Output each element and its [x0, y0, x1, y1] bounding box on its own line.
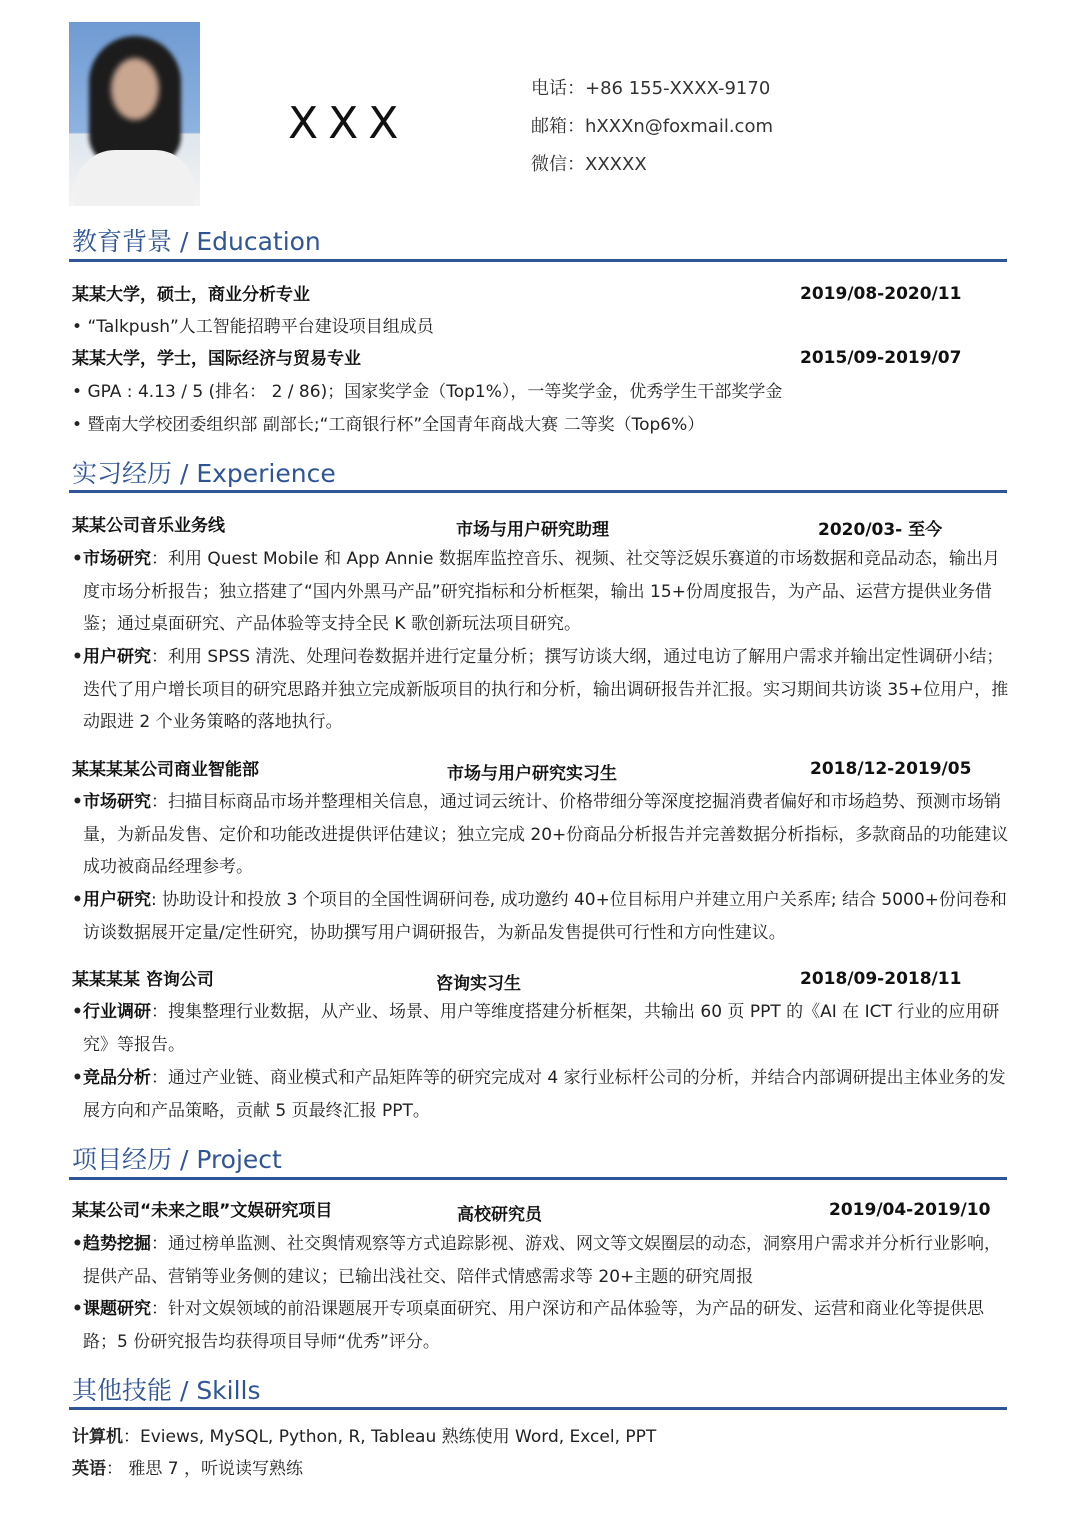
email: 邮箱：hXXXn@foxmail.com	[531, 116, 773, 137]
exp-date-1: 2020/03- 至今	[818, 520, 943, 540]
candidate-name: XXX	[288, 98, 409, 149]
edu-bullet: • 暨南大学校团委组织部 副部长;“工商银行杯”全国青年商战大赛 二等奖（Top6%）	[72, 415, 705, 435]
section-divider	[69, 1407, 1007, 1410]
skill-computer: 计算机：Eviews, MySQL, Python, R, Tableau 熟练使用 Word, Excel, PPT	[72, 1427, 657, 1447]
exp-role-1: 市场与用户研究助理	[456, 520, 609, 540]
exp-role-3: 咨询实习生	[436, 974, 521, 994]
exp-bullet: • 用户研究: 协助设计和投放 3 个项目的全国性调研问卷, 成功邀约 40+位目标用户并建立用户关系库; 结合 5000+份问卷和访谈数据展开定量/定性研究，协助撰写用户调研报告，为新品发售提供可行性和方向性建议。	[72, 890, 1007, 943]
edu-school-2: 某某大学，学士，国际经济与贸易专业	[72, 349, 361, 369]
edu-bullet: • “Talkpush”人工智能招聘平台建设项目组成员	[72, 317, 434, 337]
section-title-project: 项目经历 / Project	[72, 1145, 282, 1174]
section-title-experience: 实习经历 / Experience	[72, 459, 336, 488]
exp-company-2: 某某某某公司商业智能部	[72, 760, 259, 780]
edu-date-1: 2019/08-2020/11	[800, 284, 962, 304]
phone: 电话：+86 155-XXXX-9170	[531, 78, 771, 99]
exp-bullet: • 用户研究：利用 SPSS 清洗、处理问卷数据并进行定量分析；撰写访谈大纲，通过电访了解用户需求并输出定性调研小结；迭代了用户增长项目的研究思路并独立完成新版项目的执行和分析，输出调研报告并汇报。实习期间共访谈 35+位用户，推动跟进 2 个业务策略的落地执行。	[72, 647, 1009, 732]
edu-bullet: • GPA : 4.13 / 5 (排名： 2 / 86)；国家奖学金（Top1%），一等奖学金，优秀学生干部奖学金	[72, 382, 783, 402]
profile-photo	[69, 22, 200, 206]
edu-school-1: 某某大学，硕士，商业分析专业	[72, 285, 310, 305]
exp-date-2: 2018/12-2019/05	[810, 759, 972, 779]
contact-info	[531, 77, 773, 191]
wechat: 微信：XXXXX	[531, 154, 647, 175]
section-title-education: 教育背景 / Education	[72, 227, 321, 256]
section-divider	[69, 259, 1007, 262]
edu-date-2: 2015/09-2019/07	[800, 348, 962, 368]
exp-date-3: 2018/09-2018/11	[800, 969, 962, 989]
section-divider	[69, 490, 1007, 493]
exp-bullet: • 行业调研：搜集整理行业数据，从产业、场景、用户等维度搭建分析框架，共输出 60 页 PPT 的《AI 在 ICT 行业的应用研究》等报告。	[72, 1002, 1000, 1055]
section-divider	[69, 1177, 1007, 1180]
project-name: 某某公司“未来之眼”文娱研究项目	[72, 1201, 333, 1221]
project-bullet: • 课题研究：针对文娱领域的前沿课题展开专项桌面研究、用户深访和产品体验等，为产品的研发、运营和商业化等提供思路；5 份研究报告均获得项目导师“优秀”评分。	[72, 1299, 984, 1352]
project-role: 高校研究员	[457, 1205, 542, 1225]
project-date: 2019/04-2019/10	[829, 1200, 991, 1220]
exp-bullet: • 竞品分析：通过产业链、商业模式和产品矩阵等的研究完成对 4 家行业标杆公司的分析，并结合内部调研提出主体业务的发展方向和产品策略，贡献 5 页最终汇报 PPT。	[72, 1068, 1006, 1121]
exp-bullet: • 市场研究：利用 Quest Mobile 和 App Annie 数据库监控音乐、视频、社交等泛娱乐赛道的市场数据和竞品动态，输出月度市场分析报告；独立搭建了“国内外黑马产品”研究指标和分析框架，输出 15+份周度报告，为产品、运营方提供业务借鉴；通过桌面研究、产品体验等支持全民 K 歌创新玩法项目研究。	[72, 549, 1000, 634]
section-title-skills: 其他技能 / Skills	[72, 1376, 261, 1405]
project-bullet: • 趋势挖掘：通过榜单监测、社交舆情观察等方式追踪影视、游戏、网文等文娱圈层的动态，洞察用户需求并分析行业影响，提供产品、营销等业务侧的建议；已输出浅社交、陪伴式情感需求等 20+主题的研究周报	[72, 1234, 1001, 1287]
exp-company-3: 某某某某 咨询公司	[72, 970, 214, 990]
exp-bullet: • 市场研究：扫描目标商品市场并整理相关信息，通过词云统计、价格带细分等深度挖掘消费者偏好和市场趋势、预测市场销量，为新品发售、定价和功能改进提供评估建议；独立完成 20+份商品分析报告并完善数据分析指标，多款商品的功能建议成功被商品经理参考。	[72, 792, 1009, 877]
exp-role-2: 市场与用户研究实习生	[447, 764, 617, 784]
skill-english: 英语： 雅思 7 ，听说读写熟练	[72, 1459, 304, 1479]
exp-company-1: 某某公司音乐业务线	[72, 516, 225, 536]
